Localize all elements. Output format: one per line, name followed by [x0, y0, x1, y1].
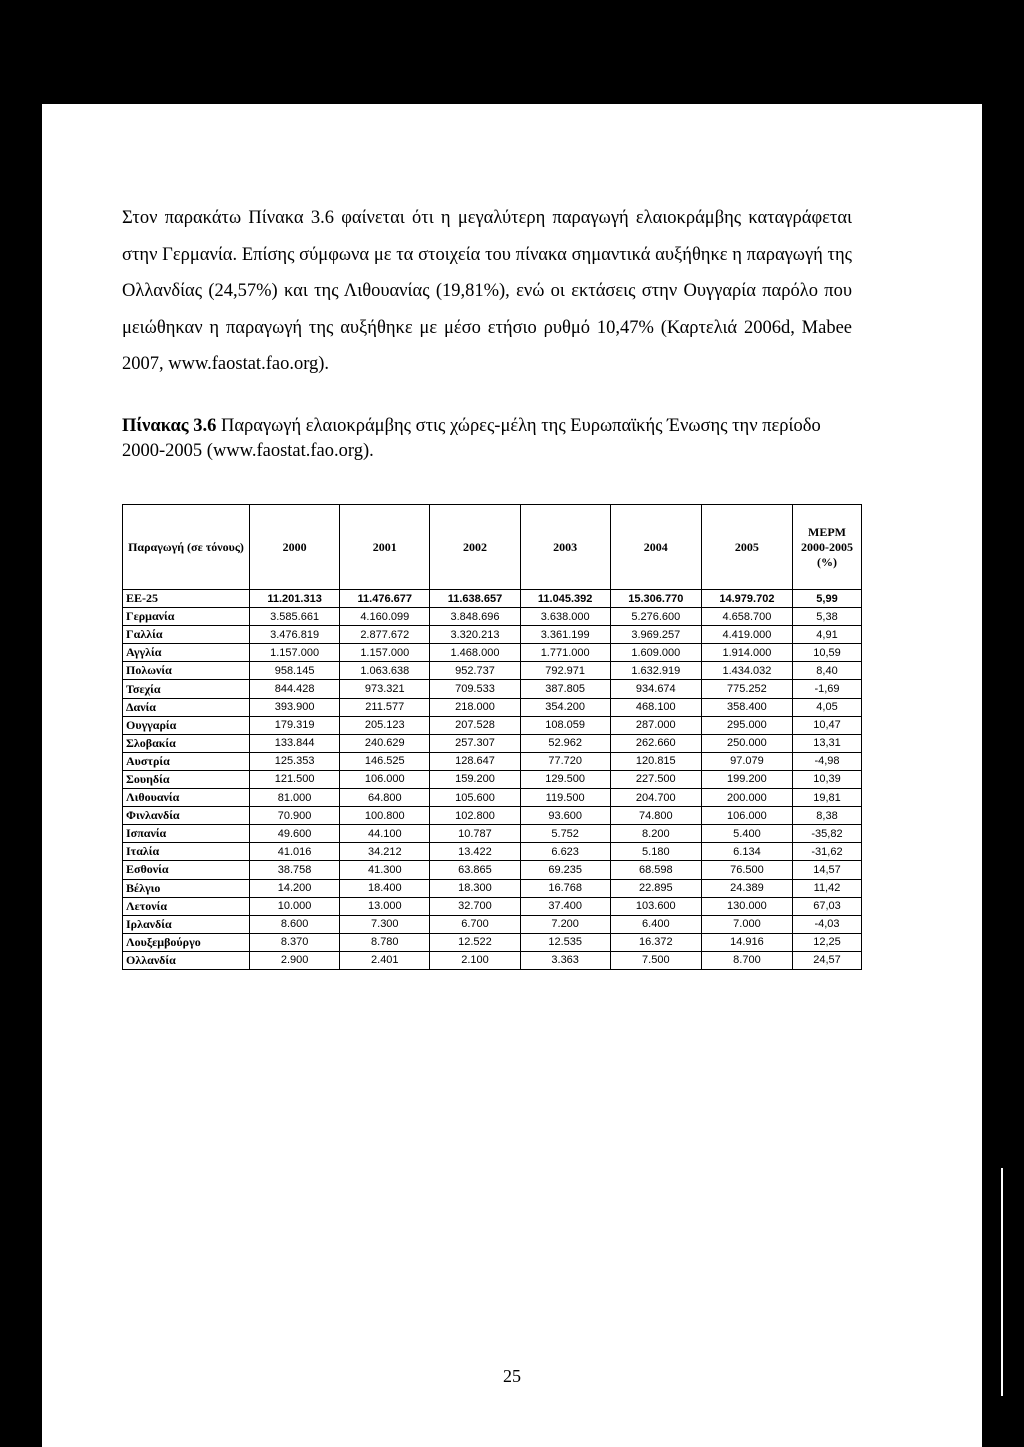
value-cell: 4.419.000 — [701, 626, 792, 644]
document-page — [42, 104, 982, 1447]
value-cell: 295.000 — [701, 716, 792, 734]
value-cell: 5.276.600 — [610, 608, 701, 626]
table-row — [123, 734, 862, 752]
value-cell: 1.157.000 — [340, 644, 430, 662]
value-cell: 13.422 — [430, 843, 520, 861]
value-cell: 240.629 — [340, 734, 430, 752]
value-cell: 5,38 — [793, 608, 862, 626]
page-number: 25 — [503, 1366, 521, 1386]
value-cell: 106.000 — [340, 770, 430, 788]
table-row — [123, 716, 862, 734]
value-cell: 125.353 — [250, 752, 340, 770]
country-cell: Ολλανδία — [123, 951, 250, 969]
country-cell: Πολωνία — [123, 662, 250, 680]
table-header-cell: 2004 — [610, 505, 701, 590]
country-cell: Λουξεμβούργο — [123, 933, 250, 951]
value-cell: 792.971 — [520, 662, 610, 680]
value-cell: 1.157.000 — [250, 644, 340, 662]
value-cell: 205.123 — [340, 716, 430, 734]
value-cell: 8.700 — [701, 951, 792, 969]
value-cell: 257.307 — [430, 734, 520, 752]
value-cell: 1.632.919 — [610, 662, 701, 680]
value-cell: 3.969.257 — [610, 626, 701, 644]
value-cell: 52.962 — [520, 734, 610, 752]
value-cell: 3.361.199 — [520, 626, 610, 644]
value-cell: 8,38 — [793, 807, 862, 825]
table-row — [123, 915, 862, 933]
value-cell: 2.900 — [250, 951, 340, 969]
table-row — [123, 680, 862, 698]
value-cell: 108.059 — [520, 716, 610, 734]
value-cell: -31,62 — [793, 843, 862, 861]
value-cell: 287.000 — [610, 716, 701, 734]
value-cell: 7.000 — [701, 915, 792, 933]
country-cell: Αγγλία — [123, 644, 250, 662]
table-header-cell: 2002 — [430, 505, 520, 590]
value-cell: 958.145 — [250, 662, 340, 680]
value-cell: 10,47 — [793, 716, 862, 734]
value-cell: 6.134 — [701, 843, 792, 861]
value-cell: 68.598 — [610, 861, 701, 879]
country-cell: Αυστρία — [123, 752, 250, 770]
value-cell: 76.500 — [701, 861, 792, 879]
value-cell: 146.525 — [340, 752, 430, 770]
country-cell: Δανία — [123, 698, 250, 716]
table-header-cell: 2000 — [250, 505, 340, 590]
value-cell: 8.780 — [340, 933, 430, 951]
country-cell: Ιρλανδία — [123, 915, 250, 933]
value-cell: 103.600 — [610, 897, 701, 915]
value-cell: 5,99 — [793, 590, 862, 608]
value-cell: 6.623 — [520, 843, 610, 861]
value-cell: 952.737 — [430, 662, 520, 680]
country-cell: Λετονία — [123, 897, 250, 915]
value-cell: 133.844 — [250, 734, 340, 752]
value-cell: 41.300 — [340, 861, 430, 879]
value-cell: 2.100 — [430, 951, 520, 969]
value-cell: 13.000 — [340, 897, 430, 915]
value-cell: 10,39 — [793, 770, 862, 788]
table-row — [123, 698, 862, 716]
country-cell: Σουηδία — [123, 770, 250, 788]
value-cell: 4,91 — [793, 626, 862, 644]
value-cell: 179.319 — [250, 716, 340, 734]
body-paragraph: Στον παρακάτω Πίνακα 3.6 φαίνεται ότι η μεγαλύτερη παραγωγή ελαιοκράμβης καταγράφεται στην Γερμανία. Επίσης σύμφωνα με τα στοιχεία του πίνακα σημαντικά αυξήθηκε η παραγωγή της Ολλανδίας (24,57%) και της Λιθουανίας (19,81%), ενώ οι εκτάσεις στην Ουγγαρία παρόλο που μειώθηκαν η παραγωγή της αυξήθηκε με μέσο ετήσιο ρυθμό 10,47% (Καρτελιά 2006d, Mabee 2007, www.faostat.fao.org). — [122, 208, 852, 374]
table-row — [123, 825, 862, 843]
value-cell: 11.638.657 — [430, 590, 520, 608]
value-cell: 468.100 — [610, 698, 701, 716]
value-cell: 262.660 — [610, 734, 701, 752]
country-cell: Ισπανία — [123, 825, 250, 843]
value-cell: 119.500 — [520, 789, 610, 807]
country-cell: Σλοβακία — [123, 734, 250, 752]
value-cell: 18.300 — [430, 879, 520, 897]
value-cell: 64.800 — [340, 789, 430, 807]
value-cell: 934.674 — [610, 680, 701, 698]
value-cell: 8.200 — [610, 825, 701, 843]
value-cell: 18.400 — [340, 879, 430, 897]
value-cell: 41.016 — [250, 843, 340, 861]
value-cell: 14.979.702 — [701, 590, 792, 608]
value-cell: 1.609.000 — [610, 644, 701, 662]
value-cell: 93.600 — [520, 807, 610, 825]
value-cell: 1.771.000 — [520, 644, 610, 662]
value-cell: 3.320.213 — [430, 626, 520, 644]
value-cell: 38.758 — [250, 861, 340, 879]
value-cell: 44.100 — [340, 825, 430, 843]
production-table — [122, 504, 862, 970]
value-cell: 14.200 — [250, 879, 340, 897]
value-cell: 4,05 — [793, 698, 862, 716]
country-cell: Γαλλία — [123, 626, 250, 644]
value-cell: 100.800 — [340, 807, 430, 825]
value-cell: 354.200 — [520, 698, 610, 716]
value-cell: 11.476.677 — [340, 590, 430, 608]
value-cell: -4,98 — [793, 752, 862, 770]
table-caption-text: Παραγωγή ελαιοκράμβης στις χώρες-μέλη της Ευρωπαϊκής Ένωσης την περίοδο 2000-2005 (www.faostat.fao.org). — [122, 416, 821, 461]
value-cell: 387.805 — [520, 680, 610, 698]
value-cell: 15.306.770 — [610, 590, 701, 608]
value-cell: 211.577 — [340, 698, 430, 716]
table-row — [123, 951, 862, 969]
value-cell: 200.000 — [701, 789, 792, 807]
table-row — [123, 861, 862, 879]
value-cell: 11.045.392 — [520, 590, 610, 608]
value-cell: 8.370 — [250, 933, 340, 951]
value-cell: 102.800 — [430, 807, 520, 825]
table-row — [123, 626, 862, 644]
table-row — [123, 843, 862, 861]
table-row — [123, 789, 862, 807]
value-cell: 106.000 — [701, 807, 792, 825]
value-cell: 121.500 — [250, 770, 340, 788]
value-cell: 3.638.000 — [520, 608, 610, 626]
value-cell: 3.848.696 — [430, 608, 520, 626]
value-cell: 227.500 — [610, 770, 701, 788]
table-header-cell: ΜΕΡΜ 2000-2005 (%) — [793, 505, 862, 590]
value-cell: 74.800 — [610, 807, 701, 825]
value-cell: 7.300 — [340, 915, 430, 933]
table-caption — [122, 414, 852, 464]
table-row — [123, 608, 862, 626]
table-body — [123, 590, 862, 970]
value-cell: 1.468.000 — [430, 644, 520, 662]
value-cell: 67,03 — [793, 897, 862, 915]
value-cell: 12.522 — [430, 933, 520, 951]
value-cell: 709.533 — [430, 680, 520, 698]
table-header-cell: 2001 — [340, 505, 430, 590]
value-cell: 77.720 — [520, 752, 610, 770]
value-cell: 69.235 — [520, 861, 610, 879]
value-cell: 19,81 — [793, 789, 862, 807]
value-cell: -1,69 — [793, 680, 862, 698]
value-cell: 32.700 — [430, 897, 520, 915]
margin-rule — [1001, 1168, 1003, 1396]
value-cell: 129.500 — [520, 770, 610, 788]
value-cell: 22.895 — [610, 879, 701, 897]
country-cell: Ουγγαρία — [123, 716, 250, 734]
table-row — [123, 897, 862, 915]
value-cell: 81.000 — [250, 789, 340, 807]
value-cell: 14.916 — [701, 933, 792, 951]
table-row — [123, 770, 862, 788]
value-cell: 4.658.700 — [701, 608, 792, 626]
country-cell: Βέλγιο — [123, 879, 250, 897]
value-cell: 49.600 — [250, 825, 340, 843]
value-cell: 24.389 — [701, 879, 792, 897]
table-row — [123, 644, 862, 662]
value-cell: 63.865 — [430, 861, 520, 879]
value-cell: 393.900 — [250, 698, 340, 716]
value-cell: 14,57 — [793, 861, 862, 879]
table-row — [123, 752, 862, 770]
value-cell: 3.476.819 — [250, 626, 340, 644]
table-caption-label: Πίνακας 3.6 — [122, 416, 217, 436]
table-row — [123, 933, 862, 951]
value-cell: 70.900 — [250, 807, 340, 825]
table-row — [123, 662, 862, 680]
table-row — [123, 879, 862, 897]
value-cell: 7.200 — [520, 915, 610, 933]
value-cell: 10.787 — [430, 825, 520, 843]
value-cell: 844.428 — [250, 680, 340, 698]
country-cell: Λιθουανία — [123, 789, 250, 807]
country-cell: Ιταλία — [123, 843, 250, 861]
value-cell: 10.000 — [250, 897, 340, 915]
country-cell: ΕΕ-25 — [123, 590, 250, 608]
value-cell: 218.000 — [430, 698, 520, 716]
value-cell: 3.585.661 — [250, 608, 340, 626]
value-cell: -35,82 — [793, 825, 862, 843]
value-cell: 105.600 — [430, 789, 520, 807]
value-cell: 5.752 — [520, 825, 610, 843]
value-cell: 1.434.032 — [701, 662, 792, 680]
table-row — [123, 807, 862, 825]
table-header-cell: 2003 — [520, 505, 610, 590]
value-cell: 37.400 — [520, 897, 610, 915]
value-cell: 13,31 — [793, 734, 862, 752]
value-cell: 11.201.313 — [250, 590, 340, 608]
value-cell: 6.700 — [430, 915, 520, 933]
value-cell: 12,25 — [793, 933, 862, 951]
value-cell: 3.363 — [520, 951, 610, 969]
value-cell: 128.647 — [430, 752, 520, 770]
table-header-cell: 2005 — [701, 505, 792, 590]
value-cell: 159.200 — [430, 770, 520, 788]
country-cell: Εσθονία — [123, 861, 250, 879]
value-cell: 1.063.638 — [340, 662, 430, 680]
value-cell: 10,59 — [793, 644, 862, 662]
value-cell: 1.914.000 — [701, 644, 792, 662]
value-cell: 11,42 — [793, 879, 862, 897]
value-cell: 775.252 — [701, 680, 792, 698]
value-cell: 16.768 — [520, 879, 610, 897]
value-cell: 97.079 — [701, 752, 792, 770]
value-cell: 2.877.672 — [340, 626, 430, 644]
value-cell: 2.401 — [340, 951, 430, 969]
value-cell: 250.000 — [701, 734, 792, 752]
value-cell: 973.321 — [340, 680, 430, 698]
value-cell: 358.400 — [701, 698, 792, 716]
value-cell: 204.700 — [610, 789, 701, 807]
value-cell: 8,40 — [793, 662, 862, 680]
value-cell: 34.212 — [340, 843, 430, 861]
value-cell: 5.180 — [610, 843, 701, 861]
value-cell: 5.400 — [701, 825, 792, 843]
country-cell: Τσεχία — [123, 680, 250, 698]
table-header-cell: Παραγωγή (σε τόνους) — [123, 505, 250, 590]
value-cell: 120.815 — [610, 752, 701, 770]
value-cell: 207.528 — [430, 716, 520, 734]
value-cell: -4,03 — [793, 915, 862, 933]
value-cell: 7.500 — [610, 951, 701, 969]
value-cell: 6.400 — [610, 915, 701, 933]
value-cell: 8.600 — [250, 915, 340, 933]
value-cell: 16.372 — [610, 933, 701, 951]
value-cell: 199.200 — [701, 770, 792, 788]
table-header-row — [123, 505, 862, 590]
value-cell: 12.535 — [520, 933, 610, 951]
table-row — [123, 590, 862, 608]
value-cell: 24,57 — [793, 951, 862, 969]
country-cell: Φινλανδία — [123, 807, 250, 825]
value-cell: 4.160.099 — [340, 608, 430, 626]
country-cell: Γερμανία — [123, 608, 250, 626]
value-cell: 130.000 — [701, 897, 792, 915]
